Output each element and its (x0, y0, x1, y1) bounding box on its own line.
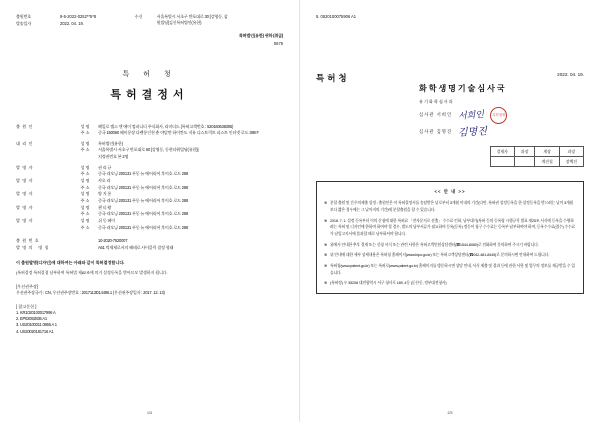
bullet-marker: ※ (324, 201, 328, 206)
page-number: 1/3 (147, 410, 152, 415)
row-value: 샤오 리 (98, 178, 111, 184)
examiner2-label: 심사관 김명진 (419, 129, 453, 135)
list-item: 1. KR1020100017996 A (16, 310, 56, 316)
table-row (490, 157, 583, 167)
table-row (16, 178, 283, 184)
guide-text: (특허정) 우 35208 대전광역시 서구 청사로 189, 4동 (둔산동, 정부대전청사) (330, 281, 447, 286)
recipient-row (135, 14, 283, 26)
table-row (16, 245, 283, 251)
agent-line: 특허법인(유한) 귀하 (취급) (238, 33, 283, 39)
recipient-address-line: 원빌딩]김신특허법인(유한) (156, 20, 202, 26)
recipient-label: 수신 (134, 14, 143, 19)
office-block (316, 72, 584, 167)
row-subject: 성 명 (80, 164, 90, 170)
guide-item (324, 280, 576, 287)
guide-item (324, 218, 576, 238)
left-header (16, 14, 283, 48)
table-row (16, 171, 283, 177)
table-row (16, 238, 283, 244)
table-row (16, 205, 283, 211)
row-label: 발명자 (16, 164, 35, 170)
office-signature-block (419, 72, 584, 167)
examiner-label: 심사관 서희인 (419, 112, 453, 118)
office-name: 특허청 (316, 73, 350, 84)
row-value: 지정권번호 본 2명 (98, 154, 129, 160)
row-value: 쉬 동 페이 (98, 217, 115, 223)
row-label: 발명자 (16, 217, 35, 223)
guide-item (324, 252, 576, 259)
row-subject: 성 명 (80, 140, 90, 146)
decision-title: 이 출원발명(디자인)에 대하여는 아래와 같이 특허결정합니다. (16, 259, 125, 265)
guide-title: << 안 내 >> (434, 188, 466, 194)
guide-text: 특허청(www.patent.go.kr) 또는 특허로(www.patent.go.kr) 홈페이지를 방문하시면 상담 안내, 서식 제출 및 결과 등에 관한 사항 및 업무의 정보를 제공받을 수 있습니다. (330, 263, 575, 275)
priority-block (16, 284, 283, 296)
table-row (16, 225, 283, 231)
table-header-cell: 결재자 (490, 147, 514, 157)
guide-item (324, 263, 576, 276)
row-label: 대리인 (16, 140, 35, 146)
table-row (16, 165, 283, 171)
row-value: A61 억제제로서의 헤테로 사이클릭 결정 형태 (98, 244, 174, 250)
row-value: 첸 티 왕 (98, 204, 112, 210)
table-header-cell: 과장 (559, 147, 583, 157)
table-row (16, 191, 283, 197)
recipient-address-line: 서울특별시 서초구 반포대로 30 [강영동, 삼 (156, 14, 228, 19)
recipient-address (157, 14, 283, 26)
field-value: 9-5-2022-0252**5*8 (60, 14, 97, 19)
row-label: 발명자 (16, 204, 35, 210)
row-subject: 주 소 (80, 184, 90, 190)
field-value: 2022. 04. 19. (60, 21, 84, 27)
guide-item (324, 200, 576, 213)
table-row (16, 211, 283, 217)
agent-number: 0675 (273, 41, 283, 47)
row-value: 특허법인(유한) (98, 140, 123, 146)
row-subject: 성 명 (80, 191, 90, 197)
row-subject: 성 명 (80, 204, 90, 210)
page-title: 특허결정서 (110, 89, 189, 102)
table-row (16, 124, 283, 130)
priority-title: [우선권주장] (16, 283, 39, 289)
guide-text: 분할 출원 및 간주의제출 설정 : 출원인은 이 특허결정서를 송달받은 날로부터 3개월 이내의 기간(다만, 특허권 설정등록을 한 설정등록을 받으려는 날이 3개월보다 짧은 경우에는 그 날까지의 기간)에 분할출원을 할 수 있습니다. (330, 201, 574, 213)
reference-line: 5. 0520100075906 A1 (316, 14, 357, 19)
table-row (16, 130, 283, 136)
title-block (16, 70, 283, 104)
examiner2-signature: 김명진 (457, 126, 488, 139)
row-label: 출원인 (16, 123, 35, 129)
table-row (490, 147, 583, 157)
field-label: 출원번호 (16, 14, 32, 19)
header-fields (16, 14, 135, 28)
division-name: 유기화학심사과 (419, 99, 454, 105)
table-row (16, 154, 283, 160)
recipient-block (135, 14, 283, 48)
row-subject: 주 소 (80, 130, 90, 136)
row-value: 중국 랴오닝 200131 푸동 뉴 에어리어 후이호 로드 288 (98, 197, 189, 203)
bullet-marker: ※ (324, 242, 328, 247)
seal-stamp-icon: 특허청장 (490, 107, 507, 124)
field-label: 발송일자 (16, 21, 32, 27)
table-header-cell: 계장 (535, 147, 559, 157)
row-label: 발명의 명칭 (16, 244, 51, 250)
bullet-marker: ※ (324, 253, 328, 258)
table-cell (514, 157, 535, 167)
row-value: 권 리 규 (98, 164, 112, 170)
examiner-row (419, 107, 584, 124)
examiner-signature: 서희인 (457, 109, 485, 121)
guide-text: 2018. 7. 1. 설정 등록부터 이의 신청에 대한 특허료 「전자문서로 선출」 수수료 인하, 남부대가(특허 등의 등록령 시행규칙 별표 제25조 서식에 등록을 수행하려는 특허 및 디자인에 한하여 하여야 할 경우, 별도의 납부서류가 필요하며 등록(등록) 정등이 청구 수수료는 등록부 납부하여야 하며, 등록수수료(접수) 수수료가 남입고지서에 불과할 때로 남부하셔야 합니다. (330, 218, 576, 236)
table-row (16, 185, 283, 191)
row-subject: 주 소 (80, 211, 90, 217)
row-value: 중국 150060 헤이룽장 다롄룽인천 춘 야달반 하이칸도 지유 디스트릭트 피스트 인터넷 로드 388 F (98, 130, 259, 136)
row-subject: 주 소 (80, 171, 90, 177)
guide-text: 위 안내에 대한 세부 상세내용은 특허청 홈페이지(www.kipo.go.kr) 또는 특허고객상담센터(☎042-481-8445)로 문의하시면 안내하여 드립니다. (330, 253, 550, 258)
decision-date: 2022. 04. 19. (557, 72, 584, 78)
detail-rows (16, 124, 283, 251)
row-value: 양 지 롱 (98, 191, 112, 197)
approval-table (490, 146, 584, 167)
table-cell (490, 157, 514, 167)
bullet-marker: ※ (324, 218, 328, 223)
table-row (16, 147, 283, 153)
row-subject: 주 소 (80, 197, 90, 203)
row-subject: 주 소 (80, 224, 90, 230)
references-block (16, 304, 283, 335)
table-cell: 장백진 (559, 157, 583, 167)
bullet-marker: ※ (324, 281, 328, 286)
field-send-date (16, 21, 135, 27)
list-item: 3. US20100011 0866 A 1 (16, 322, 57, 328)
row-label: 발명자 (16, 178, 35, 184)
guide-text: 위에서 안내한 추후 결재 또는 신청 서식 또는 관련 사항은 특허고객민원상담센터(☎1544-8080)로 전화하여 문의하여 주시기 바랍니다. (330, 242, 539, 247)
row-value: 중국 랴오닝 200131 푸동 뉴 에어리어 후이호 로드 288 (98, 224, 189, 230)
page-right (300, 0, 600, 422)
table-row (16, 198, 283, 204)
row-subject: 주 소 (80, 147, 90, 153)
row-value: 중국 랴오닝 200131 푸동 뉴 에어리어 후이호 로드 288 (98, 211, 189, 217)
row-value: 10-2020-7520007 (98, 238, 128, 244)
page-number: 2/3 (447, 410, 453, 415)
decision-body: (특허결정 특허결졍 남부하여 특허법 제82조에 의거 설정등록을 받아므모 발생하지 됩니다. (16, 269, 168, 275)
row-subject: 성 명 (80, 178, 90, 184)
examiner2-row (419, 125, 584, 140)
guide-box (316, 181, 584, 294)
field-application-number (16, 14, 135, 20)
department-name: 화학생명기술심사국 (419, 84, 507, 94)
decision-note (16, 260, 283, 276)
references-title: [ 참고문헌 ] (16, 304, 37, 310)
table-cell: 계진철 (535, 157, 559, 167)
row-value: 중국 랴오닝 200131 푸동 뉴 에어리어 후이호 로드 288 (98, 171, 189, 177)
row-value: 헤일로 랩스 앤 에이 컴퍼니티 주식회사, 리미티드 (특허고객번호 : 520160638305) (98, 123, 234, 129)
table-row (16, 218, 283, 224)
row-subject: 성 명 (80, 123, 90, 129)
table-header-cell: 과장 (514, 147, 535, 157)
list-item: 2. EP02092836 A1 (16, 316, 47, 322)
row-value: 중국 랴오닝 200131 푸동 뉴 에어리어 후이호 로드 288 (98, 184, 189, 190)
priority-line: 우선권주장국가 : CN, 우선권주장번호 : 2017113D14486.1 (우선권주장일자 : 2017. 12. 13) (16, 289, 165, 295)
row-label: 발명자 (16, 191, 35, 197)
list-item: 4. US20020181716 A1 (16, 328, 54, 334)
row-label: 출원번호 (16, 238, 42, 244)
bullet-marker: ※ (324, 263, 328, 268)
row-value: 서울특별시 서초구 반포대로 60 [강영동, 동현타워빌딩(유한)] (98, 147, 199, 153)
row-subject: 성 명 (80, 217, 90, 223)
office-title: 특 허 청 (122, 70, 177, 78)
guide-item (324, 242, 576, 249)
